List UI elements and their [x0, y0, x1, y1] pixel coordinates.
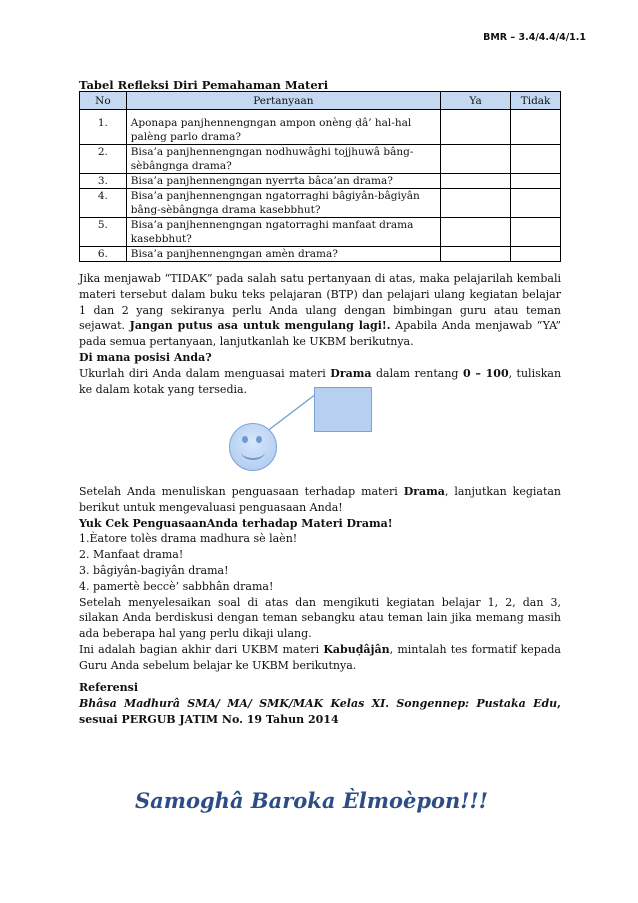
table-row — [80, 110, 561, 145]
no-cell[interactable] — [511, 174, 561, 189]
evaluation-section — [79, 484, 561, 674]
smiley-face-icon — [229, 423, 277, 471]
evaluation-text-end: , lanjutkan kegiatan berikut untuk mengevaluasi penguasaan Anda! — [79, 485, 562, 514]
header-no: No — [80, 92, 127, 110]
yes-cell[interactable] — [440, 247, 510, 262]
header-no-answer: Tidak — [511, 92, 561, 110]
table-header-row — [80, 92, 561, 110]
document-code: BMR – 3.4/4.4/4/1.1 — [483, 32, 586, 43]
references-heading: Referensi — [79, 681, 139, 694]
row-question: Bisa’a panjhennengngan nodhuwâghi tojjhuwâ bâng-sèbângnga drama? — [126, 145, 440, 174]
table-row — [80, 174, 561, 189]
evaluation-item: 4. pamertè beccè’ sabbhân drama! — [79, 579, 274, 593]
instruction-text: Jika menjawab “TIDAK” pada salah satu pertanyaan di atas, maka pelajarilah kembali materi tersebut dalam buku teks pelajaran (BTP) dan pelajari ulang kegiatan belajar 1 dan 2 yang sekiranya perlu Anda ulang dengan bimbingan guru atau teman sejawat. — [79, 272, 561, 333]
measure-text: Ukurlah diri Anda dalam menguasai materi — [79, 366, 326, 380]
yes-cell[interactable] — [440, 110, 510, 145]
reference-tail: , sesuai PERGUB JATIM No. 19 Tahun 2014 — [79, 696, 561, 726]
closing-greeting: Samoghâ Baroka Èlmoèpon!!! — [135, 788, 488, 813]
evaluation-item: 3. bâgiyân-bagiyân drama! — [79, 563, 229, 577]
final-text-end: , mintalah tes formatif kepada Guru Anda sebelum belajar ke UKBM berikutnya. — [79, 642, 561, 672]
row-number: 6. — [80, 247, 127, 262]
row-question: Bisa’a panjhennengngan ngatorraghi manfaat drama kasebbhut? — [126, 218, 440, 247]
row-question: Bisa’a panjhennengngan nyerrta bâca’an drama? — [126, 174, 440, 189]
measure-subject: Drama — [330, 366, 372, 380]
no-cell[interactable] — [511, 218, 561, 247]
row-question: Bisa’a panjhennengngan amèn drama? — [126, 247, 440, 262]
header-yes: Ya — [440, 92, 510, 110]
no-cell[interactable] — [511, 145, 561, 174]
references-section — [79, 680, 561, 727]
table-title: Tabel Refleksi Diri Pemahaman Materi — [79, 78, 329, 92]
reference-title: Bhâsa Madhurâ SMA/ MA/ SMK/MAK Kelas XI. Songennep: Pustaka Edu — [79, 696, 558, 710]
discussion-text: Setelah menyelesaikan soal di atas dan mengikuti kegiatan belajar 1, 2, dan 3, silakan Anda berdiskusi dengan teman sebangku atau teman lain jika memang masih ada beberapa hal yang perlu dikaji ulang. — [79, 595, 561, 641]
table-row — [80, 247, 561, 262]
no-cell[interactable] — [511, 189, 561, 218]
row-question: Aponapa panjhennengngan ampon onèng ḍâ’ hal-hal palèng parlo drama? — [126, 110, 440, 145]
yes-cell[interactable] — [440, 174, 510, 189]
evaluation-heading: Yuk Cek PenguasaanAnda terhadap Materi Drama! — [79, 516, 393, 530]
final-text: Ini adalah bagian akhir dari UKBM materi — [79, 642, 320, 656]
evaluation-subject: Drama — [403, 485, 445, 498]
final-subject: Kabuḍâjân — [323, 642, 390, 656]
evaluation-item: 2. Manfaat drama! — [79, 548, 184, 562]
row-number: 1. — [80, 110, 127, 145]
no-cell[interactable] — [511, 110, 561, 145]
position-heading: Di mana posisi Anda? — [79, 350, 212, 364]
table-row — [80, 218, 561, 247]
score-box[interactable] — [314, 387, 372, 432]
measure-text-mid: dalam rentang — [375, 366, 459, 380]
smiley-mouth-icon — [241, 444, 265, 460]
row-number: 4. — [80, 189, 127, 218]
row-number: 3. — [80, 174, 127, 189]
reflection-instructions — [79, 271, 561, 397]
yes-cell[interactable] — [440, 218, 510, 247]
instruction-tail: Apabila Anda menjawab “YA” pada semua pertanyaan, lanjutkanlah ke UKBM berikutnya. — [79, 319, 562, 349]
table-row — [80, 145, 561, 174]
evaluation-text: Setelah Anda menuliskan penguasaan terhadap materi — [79, 485, 398, 498]
measure-range: 0 – 100 — [462, 366, 509, 380]
yes-cell[interactable] — [440, 189, 510, 218]
encouragement-text: Jangan putus asa untuk mengulang lagi!. — [129, 319, 391, 333]
smiley-eye-icon — [256, 436, 262, 443]
measure-text-end: , tuliskan ke dalam kotak yang tersedia. — [79, 366, 562, 396]
smiley-eye-icon — [242, 436, 248, 443]
reflection-table — [79, 91, 561, 262]
yes-cell[interactable] — [440, 145, 510, 174]
row-number: 5. — [80, 218, 127, 247]
table-row — [80, 189, 561, 218]
header-question: Pertanyaan — [126, 92, 440, 110]
no-cell[interactable] — [511, 247, 561, 262]
row-question: Bisa’a panjhennengngan ngatorraghi bâgiyân-bâgiyân bâng-sèbângnga drama kasebbhut? — [126, 189, 440, 218]
row-number: 2. — [80, 145, 127, 174]
evaluation-item: 1.Èatore tolès drama madhura sè laèn! — [79, 532, 298, 546]
